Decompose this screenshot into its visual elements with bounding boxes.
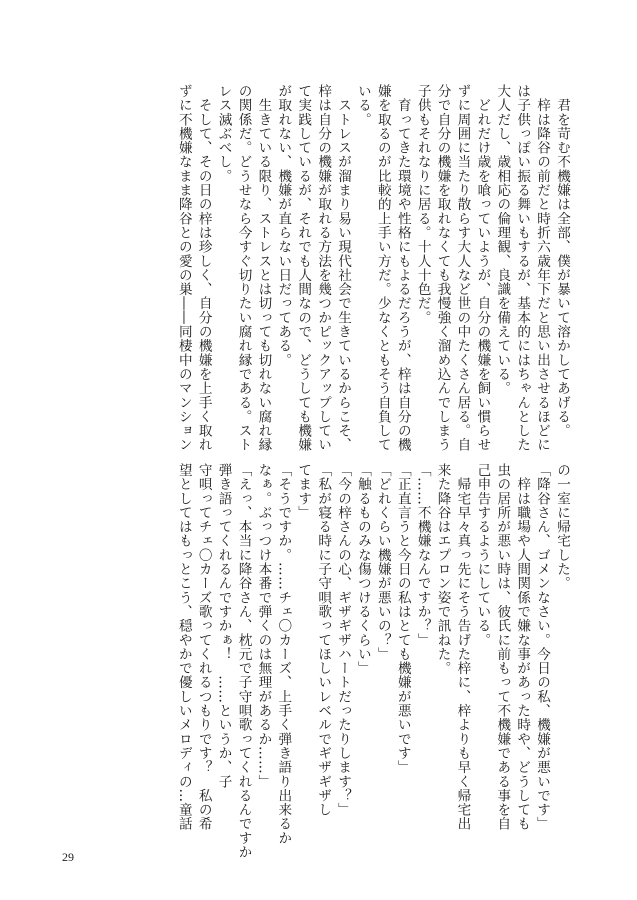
text-column: 生きている限り、ストレスとは切っても切れない腐れ縁 — [255, 84, 272, 452]
text-column: 「どれくらい機嫌が悪いの？」 — [374, 463, 391, 662]
text-column: 梓は降谷の前だと時折六歳年下だと思い出させるほどに — [534, 84, 551, 452]
text-column: 梓は職場や人間関係で嫌な事があった時や、どうしても — [514, 463, 531, 831]
text-column: 分で自分の機嫌を取れなくても我慢強く溜め込んでしまう — [434, 84, 451, 452]
text-column: レス滅ぶべし。 — [215, 84, 232, 184]
text-column: 「降谷さん、ゴメンなさい。今日の私、機嫌が悪いです」 — [534, 463, 551, 831]
upper-text-tier — [173, 84, 571, 452]
text-column: 守唄ってチェ〇カーズ歌ってくれるつもりです？ 私の希 — [195, 463, 212, 831]
text-column: 嫌を取るのが比較的上手い方だ。少なくともそう自負して — [374, 84, 391, 452]
text-column: 「……不機嫌なんですか？」 — [414, 463, 431, 647]
text-column: 君を苛む不機嫌は全部、僕が暴いて溶かしてあげる。 — [554, 84, 570, 438]
text-column: 梓は自分の機嫌が取れる方法を幾つかピックアップしてい — [315, 84, 332, 452]
text-column: 帰宅早々真っ先にそう告げた梓に、梓よりも早く帰宅出 — [454, 463, 471, 831]
text-column: 「えっ、本当に降谷さん、枕元で子守唄歌ってくれるんですか — [235, 463, 252, 860]
text-column: 弾き語ってくれるんですかぁ！ ……というか、子 — [215, 463, 232, 789]
text-column: は子供っぽい振る舞いもするが、基本的にはちゃんとした — [514, 84, 531, 452]
text-column: 育ってきた環境や性格にもよるだろうが、梓は自分の機 — [394, 84, 411, 452]
text-column: ずに不機嫌なまま降谷との愛の巣――同棲中のマンション — [175, 84, 192, 452]
text-column: の関係だ。どうせなら今すぐ切りたい腐れ縁である。スト — [235, 84, 252, 452]
text-column: 「正直言うと今日の私はとても機嫌が悪いです」 — [394, 463, 411, 775]
text-column: 望としてはもっとこう、穏やかで優しいメロディの…童話 — [175, 463, 192, 831]
text-column: 虫の居所が悪い時は、彼氏に前もって不機嫌である事を自 — [494, 463, 511, 831]
text-column: そして、その日の梓は珍しく、自分の機嫌を上手く取れ — [195, 84, 212, 452]
text-column: なぁ。ぶっつけ本番で弾くのは無理があるか……」 — [255, 463, 272, 789]
text-column: いる。 — [354, 84, 371, 127]
text-column: が取れない、機嫌が直らない日だってある。 — [275, 84, 292, 367]
text-column: 「私が寝る時に子守唄歌ってほしいレベルでギザギザし — [315, 463, 332, 817]
text-column: て実践しているが、それでも人間なので、どうしても機嫌 — [295, 84, 312, 452]
lower-text-tier — [173, 463, 571, 860]
text-column: 来た降谷はエプロン姿で訊ねた。 — [434, 463, 451, 676]
text-column: 子供もそれなりに居る。十人十色だ。 — [414, 84, 431, 325]
text-column: 己申告するようにしている。 — [474, 463, 491, 647]
text-column: 「触るものみな傷つけるくらい」 — [354, 463, 371, 676]
text-column: 「そうですか。……チェ〇カーズ、上手く弾き語り出来るか — [275, 463, 292, 846]
text-column: ずに周囲に当たり散らす大人など世の中たくさん居る。自 — [454, 84, 471, 452]
page-number: 29 — [62, 850, 74, 864]
text-column: 「今の梓さんの心、ギザギザハートだったりします？」 — [335, 463, 352, 817]
text-column: 大人だし、歳相応の倫理観、良識を備えている。 — [494, 84, 511, 396]
text-column: どれだけ歳を喰っていようが、自分の機嫌を飼い慣らせ — [474, 84, 491, 452]
text-column: の一室に帰宅した。 — [554, 463, 570, 591]
text-column: てます」 — [295, 463, 312, 520]
text-column: ストレスが溜まり易い現代社会で生きているからこそ、 — [335, 84, 352, 452]
